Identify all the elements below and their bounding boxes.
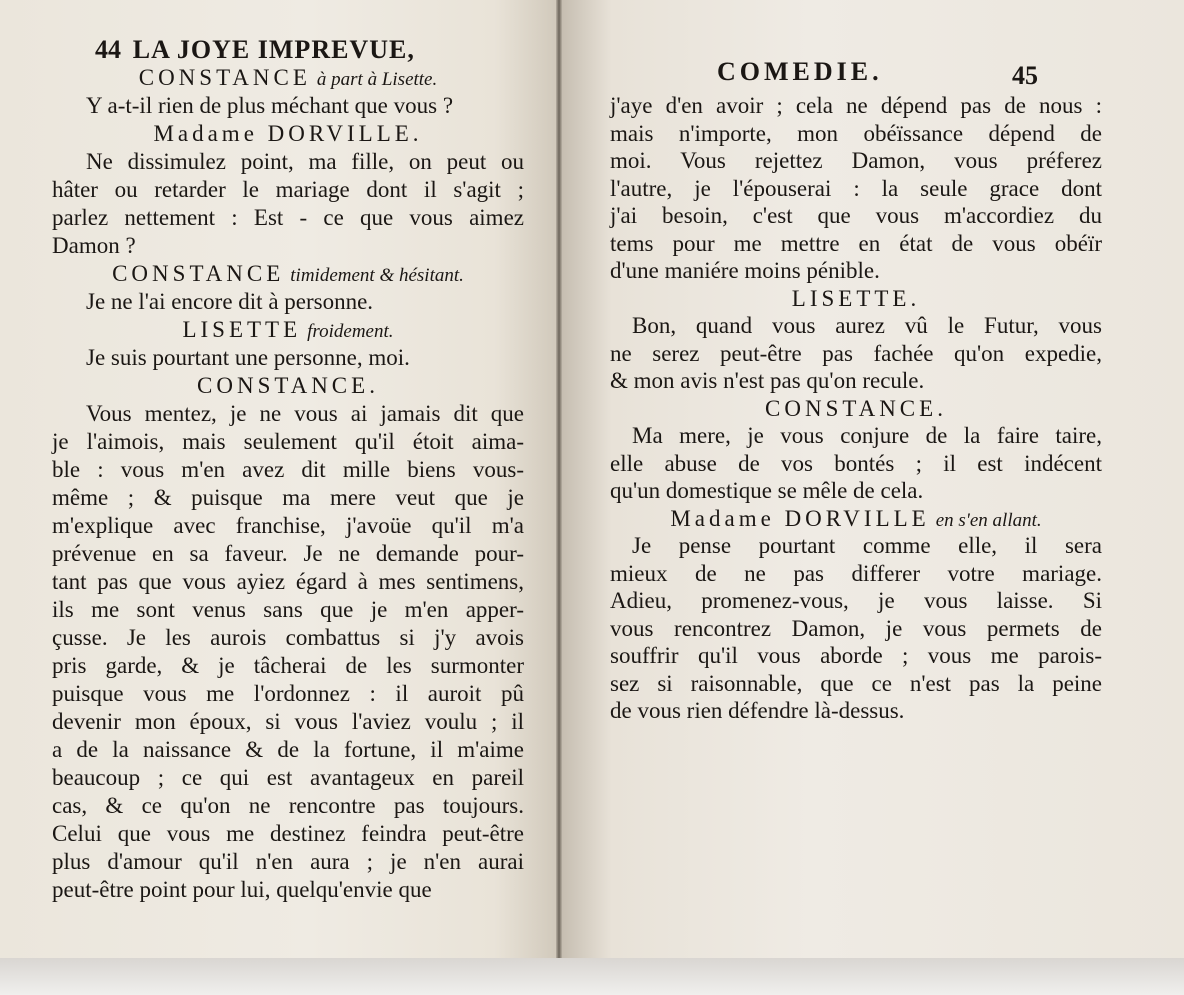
speaker-line (52, 260, 524, 290)
text-line: ble : vous m'en avez dit mille biens vous- (52, 457, 524, 482)
text-line: d'une maniére moins pénible. (610, 258, 880, 283)
text-line: m'explique avec franchise, j'avoüe qu'il m'a (52, 513, 524, 538)
text-line: tems pour me mettre en état de vous obéïr (610, 230, 1102, 256)
text-line: Ma mere, je vous conjure de la faire taire, (632, 423, 1102, 448)
text-line: devenir mon époux, si vous l'aviez voulu ; il (52, 709, 524, 734)
right-page-header (717, 58, 883, 87)
text-line: Damon ? (52, 233, 136, 258)
text-line: pris garde, & je tâcherai de les surmonter (52, 653, 524, 678)
text-line: Celui que vous me destinez feindra peut-être (52, 821, 524, 846)
speaker-name: Madame DORVILLE. (153, 121, 423, 146)
text-line: sez si raisonnable, que ce n'est pas la peine (610, 670, 1102, 696)
text-line: je l'aimois, mais seulement qu'il étoit aima- (52, 429, 524, 454)
text-line: Je ne l'ai encore dit à personne. (86, 289, 374, 314)
text-line: cas, & ce qu'on ne rencontre pas toujours. (52, 793, 524, 818)
speaker-line (610, 395, 1102, 423)
text-line: Je pense pourtant comme elle, il sera (632, 533, 1102, 558)
table-surface (0, 958, 1184, 995)
speaker-name: CONSTANCE (112, 261, 285, 286)
text-line: de vous rien défendre là-dessus. (610, 698, 905, 723)
left-page-header (95, 36, 415, 65)
text-line: ils me sont venus sans que je m'en apper- (52, 597, 524, 622)
left-page (0, 0, 562, 960)
text-line: prévenue en sa faveur. Je ne demande pour- (52, 541, 524, 566)
text-line: moi. Vous rejettez Damon, vous préferez (610, 148, 1102, 173)
text-line: beaucoup ; ce qui est avantageux en pareil (52, 765, 524, 790)
page-number-right: 45 (1012, 61, 1038, 90)
speaker-line (52, 316, 524, 346)
stage-direction: en s'en allant. (935, 509, 1042, 531)
text-line: j'ai besoin, c'est que vous m'accordiez du (610, 203, 1102, 228)
text-line: mieux de ne pas differer votre mariage. (610, 560, 1102, 586)
text-line: même ; & puisque ma mere veut que je (52, 485, 524, 510)
text-line: a de la naissance & de la fortune, il m'aime (52, 737, 524, 762)
speaker-name: CONSTANCE (138, 65, 311, 90)
stage-direction: timidement & hésitant. (290, 265, 464, 286)
speaker-line (52, 372, 524, 400)
speaker-line (610, 285, 1102, 313)
text-line: puisque vous me l'ordonnez : il auroit pû (52, 681, 524, 706)
speaker-line (610, 505, 1102, 535)
text-line: vous rencontrez Damon, je vous permets de (610, 615, 1102, 641)
right-page (562, 0, 1184, 960)
speaker-name: LISETTE. (791, 285, 921, 311)
text-line: qu'un domestique se mêle de cela. (610, 478, 924, 503)
text-line: çusse. Je les aurois combattus si j'y avois (52, 625, 524, 650)
text-line: Je suis pourtant une personne, moi. (86, 345, 410, 370)
text-line: parlez nettement : Est - ce que vous aimez (52, 205, 524, 230)
speaker-name: Madame DORVILLE (670, 505, 930, 531)
page-number-right-wrap (1012, 62, 1038, 91)
running-head-left: LA JOYE IMPREVUE, (132, 35, 415, 64)
text-line: peut-être point pour lui, quelqu'envie que (52, 877, 432, 902)
text-line: souffrir qu'il vous aborde ; vous me parois- (610, 643, 1102, 668)
text-line: l'autre, je l'épouserai : la seule grace dont (610, 175, 1102, 201)
text-line: plus d'amour qu'il n'en aura ; je n'en aurai (52, 849, 524, 874)
text-line: j'aye d'en avoir ; cela ne dépend pas de nous : (610, 93, 1102, 118)
text-line: elle abuse de vos bontés ; il est indécent (610, 450, 1102, 476)
text-line: Vous mentez, je ne vous ai jamais dit que (86, 401, 524, 426)
text-line: hâter ou retarder le mariage dont il s'agit ; (52, 177, 524, 202)
page-number-left: 44 (95, 35, 121, 64)
stage-direction: froidement. (307, 321, 394, 342)
text-line: ne serez peut-être pas fachée qu'on expedie, (610, 340, 1102, 366)
text-line: Ne dissimulez point, ma fille, on peut ou (86, 149, 524, 174)
running-head-right: COMEDIE. (717, 57, 883, 86)
speaker-name: CONSTANCE. (765, 395, 947, 421)
speaker-line (52, 64, 524, 94)
text-line: Y a-t-il rien de plus méchant que vous ? (86, 93, 454, 118)
speaker-name: CONSTANCE. (197, 373, 379, 398)
text-line: tant pas que vous ayiez égard à mes sentimens, (52, 569, 524, 594)
speaker-line (52, 120, 524, 148)
text-line: Bon, quand vous aurez vû le Futur, vous (632, 313, 1102, 338)
speaker-name: LISETTE (182, 317, 302, 342)
stage-direction: à part à Lisette. (316, 69, 438, 90)
text-line: Adieu, promenez-vous, je vous laisse. Si (610, 588, 1102, 613)
text-line: & mon avis n'est pas qu'on recule. (610, 368, 925, 393)
text-line: mais n'importe, mon obéïssance dépend de (610, 120, 1102, 146)
